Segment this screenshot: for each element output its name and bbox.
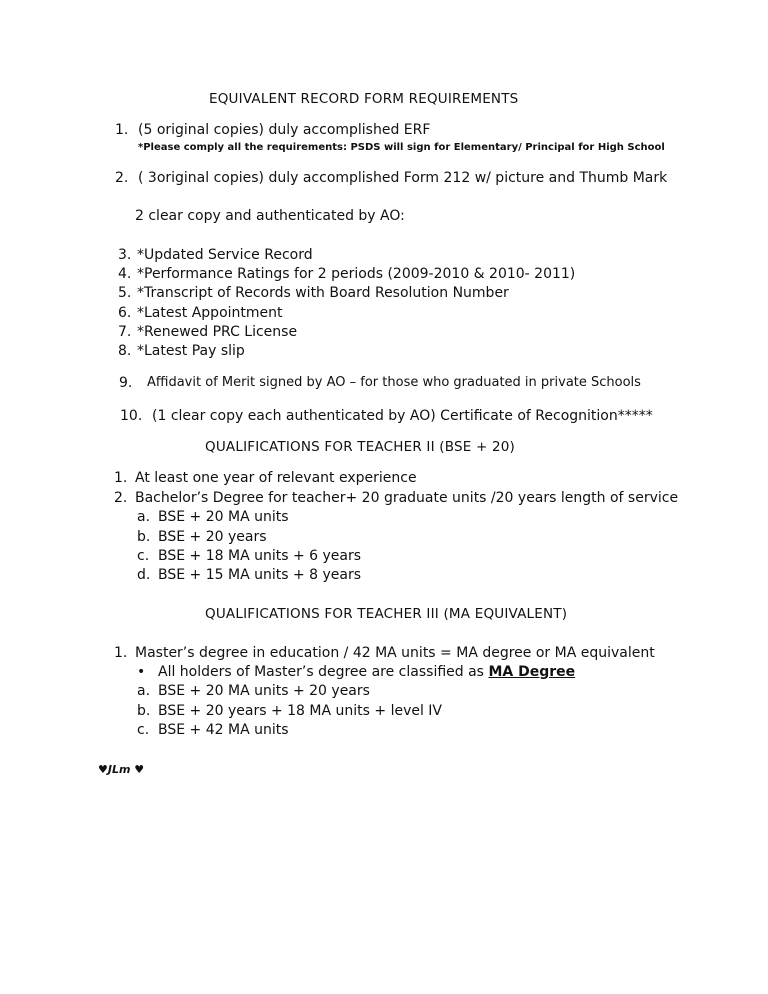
ma-degree-emphasis: MA Degree bbox=[488, 664, 576, 680]
teacher2-item-1: At least one year of relevant experience bbox=[135, 470, 417, 486]
teacher2-item-2: Bachelor’s Degree for teacher+ 20 graduate units /20 years length of service bbox=[135, 490, 679, 506]
teacher2-sub-d: BSE + 15 MA units + 8 years bbox=[158, 567, 362, 583]
teacher2-sub-a: BSE + 20 MA units bbox=[158, 509, 289, 525]
teacher3-item-1-num: 1. bbox=[114, 645, 128, 661]
erf-title: EQUIVALENT RECORD FORM REQUIREMENTS bbox=[209, 91, 519, 107]
erf-item-4-num: 4. bbox=[118, 266, 132, 282]
teacher2-title: QUALIFICATIONS FOR TEACHER II (BSE + 20) bbox=[205, 439, 516, 455]
erf-item-7-num: 7. bbox=[118, 324, 132, 340]
clear-copy-heading: 2 clear copy and authenticated by AO: bbox=[135, 208, 405, 224]
teacher3-sub-c-num: c. bbox=[137, 722, 150, 738]
erf-item-8-num: 8. bbox=[118, 343, 132, 359]
erf-item-8: *Latest Pay slip bbox=[137, 343, 245, 359]
teacher3-item-1: Master’s degree in education / 42 MA units = MA degree or MA equivalent bbox=[135, 645, 655, 661]
teacher3-sub-b-num: b. bbox=[137, 703, 151, 719]
teacher2-item-2-num: 2. bbox=[114, 490, 128, 506]
erf-item-2: ( 3original copies) duly accomplished Form 212 w/ picture and Thumb Mark bbox=[138, 170, 668, 186]
teacher2-sub-c: BSE + 18 MA units + 6 years bbox=[158, 548, 362, 564]
erf-item-10: (1 clear copy each authenticated by AO) Certificate of Recognition***** bbox=[152, 408, 653, 424]
erf-item-4: *Performance Ratings for 2 periods (2009-2010 & 2010- 2011) bbox=[137, 266, 576, 282]
erf-item-1-num: 1. bbox=[115, 122, 129, 138]
teacher3-bullet-text: All holders of Master’s degree are classified as bbox=[158, 664, 484, 680]
teacher2-sub-a-num: a. bbox=[137, 509, 151, 525]
teacher2-sub-c-num: c. bbox=[137, 548, 150, 564]
erf-item-7: *Renewed PRC License bbox=[137, 324, 298, 340]
erf-item-10-num: 10. bbox=[120, 408, 143, 424]
erf-item-9: Affidavit of Merit signed by AO – for those who graduated in private Schools bbox=[147, 375, 641, 390]
erf-item-2-num: 2. bbox=[115, 170, 129, 186]
teacher3-sub-a: BSE + 20 MA units + 20 years bbox=[158, 683, 370, 699]
teacher3-bullet bbox=[158, 663, 575, 681]
erf-item-5-num: 5. bbox=[118, 285, 132, 301]
erf-item-1: (5 original copies) duly accomplished ERF bbox=[138, 122, 431, 138]
teacher2-item-1-num: 1. bbox=[114, 470, 128, 486]
teacher2-sub-b: BSE + 20 years bbox=[158, 529, 267, 545]
erf-item-6: *Latest Appointment bbox=[137, 305, 283, 321]
teacher3-sub-a-num: a. bbox=[137, 683, 151, 699]
signature: ♥JLm ♥ bbox=[98, 763, 145, 776]
teacher3-sub-c: BSE + 42 MA units bbox=[158, 722, 289, 738]
erf-item-9-num: 9. bbox=[119, 375, 133, 391]
bullet-icon: • bbox=[137, 664, 146, 680]
erf-item-1-note: *Please comply all the requirements: PSDS will sign for Elementary/ Principal for High School bbox=[138, 142, 665, 153]
erf-item-3: *Updated Service Record bbox=[137, 247, 313, 263]
teacher2-sub-b-num: b. bbox=[137, 529, 151, 545]
teacher3-title: QUALIFICATIONS FOR TEACHER III (MA EQUIVALENT) bbox=[205, 606, 568, 622]
erf-item-3-num: 3. bbox=[118, 247, 132, 263]
teacher2-sub-d-num: d. bbox=[137, 567, 151, 583]
erf-item-6-num: 6. bbox=[118, 305, 132, 321]
teacher3-sub-b: BSE + 20 years + 18 MA units + level IV bbox=[158, 703, 443, 719]
erf-item-5: *Transcript of Records with Board Resolution Number bbox=[137, 285, 509, 301]
